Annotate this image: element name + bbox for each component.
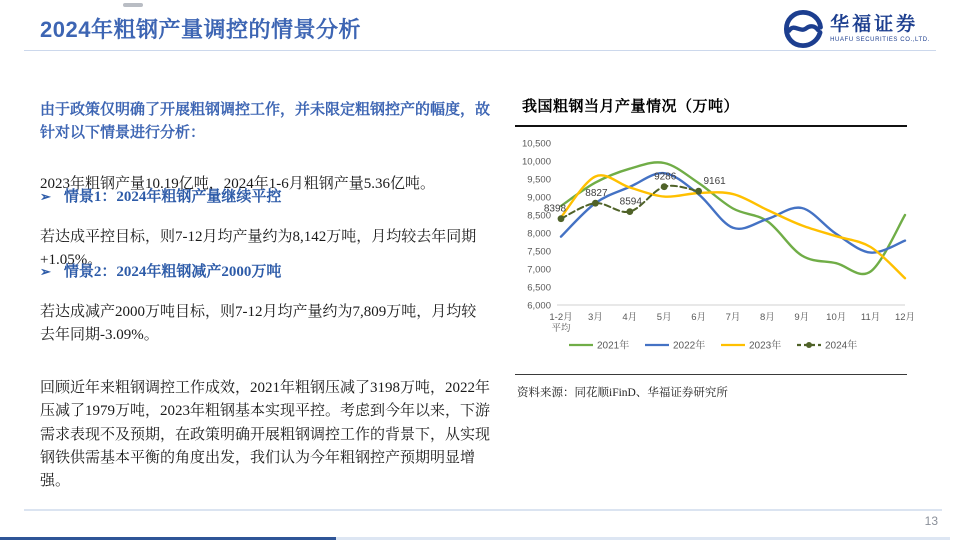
svg-text:9,500: 9,500 [527,174,551,186]
chart-title: 我国粗钢当月产量情况（万吨） [515,95,907,127]
footer-divider [24,509,942,511]
scenario2-title: 情景2：2024年粗钢减产2000万吨 [63,264,282,280]
svg-text:3月: 3月 [588,312,603,323]
chart-source [515,374,907,400]
header-divider [24,50,936,51]
svg-text:4月: 4月 [622,312,638,323]
svg-text:8398: 8398 [543,203,567,215]
svg-text:6,000: 6,000 [527,300,551,312]
logo-name: 华福证券 [830,14,919,35]
svg-text:6,500: 6,500 [527,282,551,294]
page-number: 13 [924,514,938,528]
slide-top-marker [123,3,143,7]
page-title: 2024年粗钢产量调控的情景分析 [40,17,361,42]
logo-subtitle: HUAFU SECURITIES CO.,LTD. [830,37,930,43]
scenario1-heading [40,186,490,209]
huafu-logo-icon [782,8,824,50]
svg-text:10,000: 10,000 [521,156,551,168]
svg-text:1-2月: 1-2月 [549,312,573,323]
svg-text:2024年: 2024年 [825,340,858,352]
svg-text:8,500: 8,500 [527,210,551,222]
svg-text:12月: 12月 [894,312,915,323]
svg-text:平均: 平均 [551,323,571,334]
crude-steel-line-chart [515,129,915,374]
svg-text:2023年: 2023年 [749,340,782,352]
svg-text:8827: 8827 [585,188,608,200]
svg-text:7,500: 7,500 [527,246,551,258]
bullet-arrow-icon: ➢ [40,189,51,204]
svg-text:9161: 9161 [703,176,726,188]
svg-text:10月: 10月 [826,312,847,323]
intro-paragraph: 由于政策仅明确了开展粗钢调控工作，并未限定粗钢控产的幅度，故针对以下情景进行分析： [40,102,491,142]
svg-text:8,000: 8,000 [527,228,551,240]
svg-text:6月: 6月 [691,312,706,323]
scenario1-title: 情景1：2024年粗钢产量继续平控 [63,189,282,205]
svg-text:5月: 5月 [656,312,672,323]
production-summary-paragraph: 2023年粗钢产量10.19亿吨，2024年1-6月粗钢产量5.36亿吨。 [40,176,435,192]
scenario1-body: 若达成平控目标，则7-12月均产量约为8,142万吨，月均较去年同期+1.05%。 [40,229,477,269]
svg-text:7,000: 7,000 [527,264,551,276]
svg-text:9月: 9月 [794,312,810,323]
scenario2-body: 若达成减产2000万吨目标，则7-12月均产量约为7,809万吨，月均较去年同期-3.09%。 [40,304,477,344]
huafu-logo [782,8,930,50]
svg-text:2022年: 2022年 [673,340,706,352]
chart-card [515,95,915,400]
svg-text:2021年: 2021年 [597,340,630,352]
svg-text:11月: 11月 [860,312,881,323]
scenario2-heading [40,261,490,284]
huafu-logo-text [830,15,930,43]
svg-text:8月: 8月 [760,312,775,323]
svg-text:8594: 8594 [619,196,642,208]
svg-text:9286: 9286 [654,171,677,183]
svg-text:10,500: 10,500 [521,138,551,150]
svg-text:7月: 7月 [725,312,741,323]
chart-source-text: 资料来源：同花顺iFinD、华福证券研究所 [517,387,728,399]
bullet-arrow-icon: ➢ [40,264,51,279]
svg-text:9,000: 9,000 [527,192,551,204]
closing-paragraph: 回顾近年来粗钢调控工作成效，2021年粗钢压减了3198万吨，2022年压减了1979万吨，2023年粗钢基本实现平控。考虑到今年以来，下游需求表现不及预期，在政策明确开展粗钢调控工作的背景下，从实现钢铁供需基本平衡的角度出发，我们认为今年粗钢控产预期明显增强。 [40,380,491,489]
